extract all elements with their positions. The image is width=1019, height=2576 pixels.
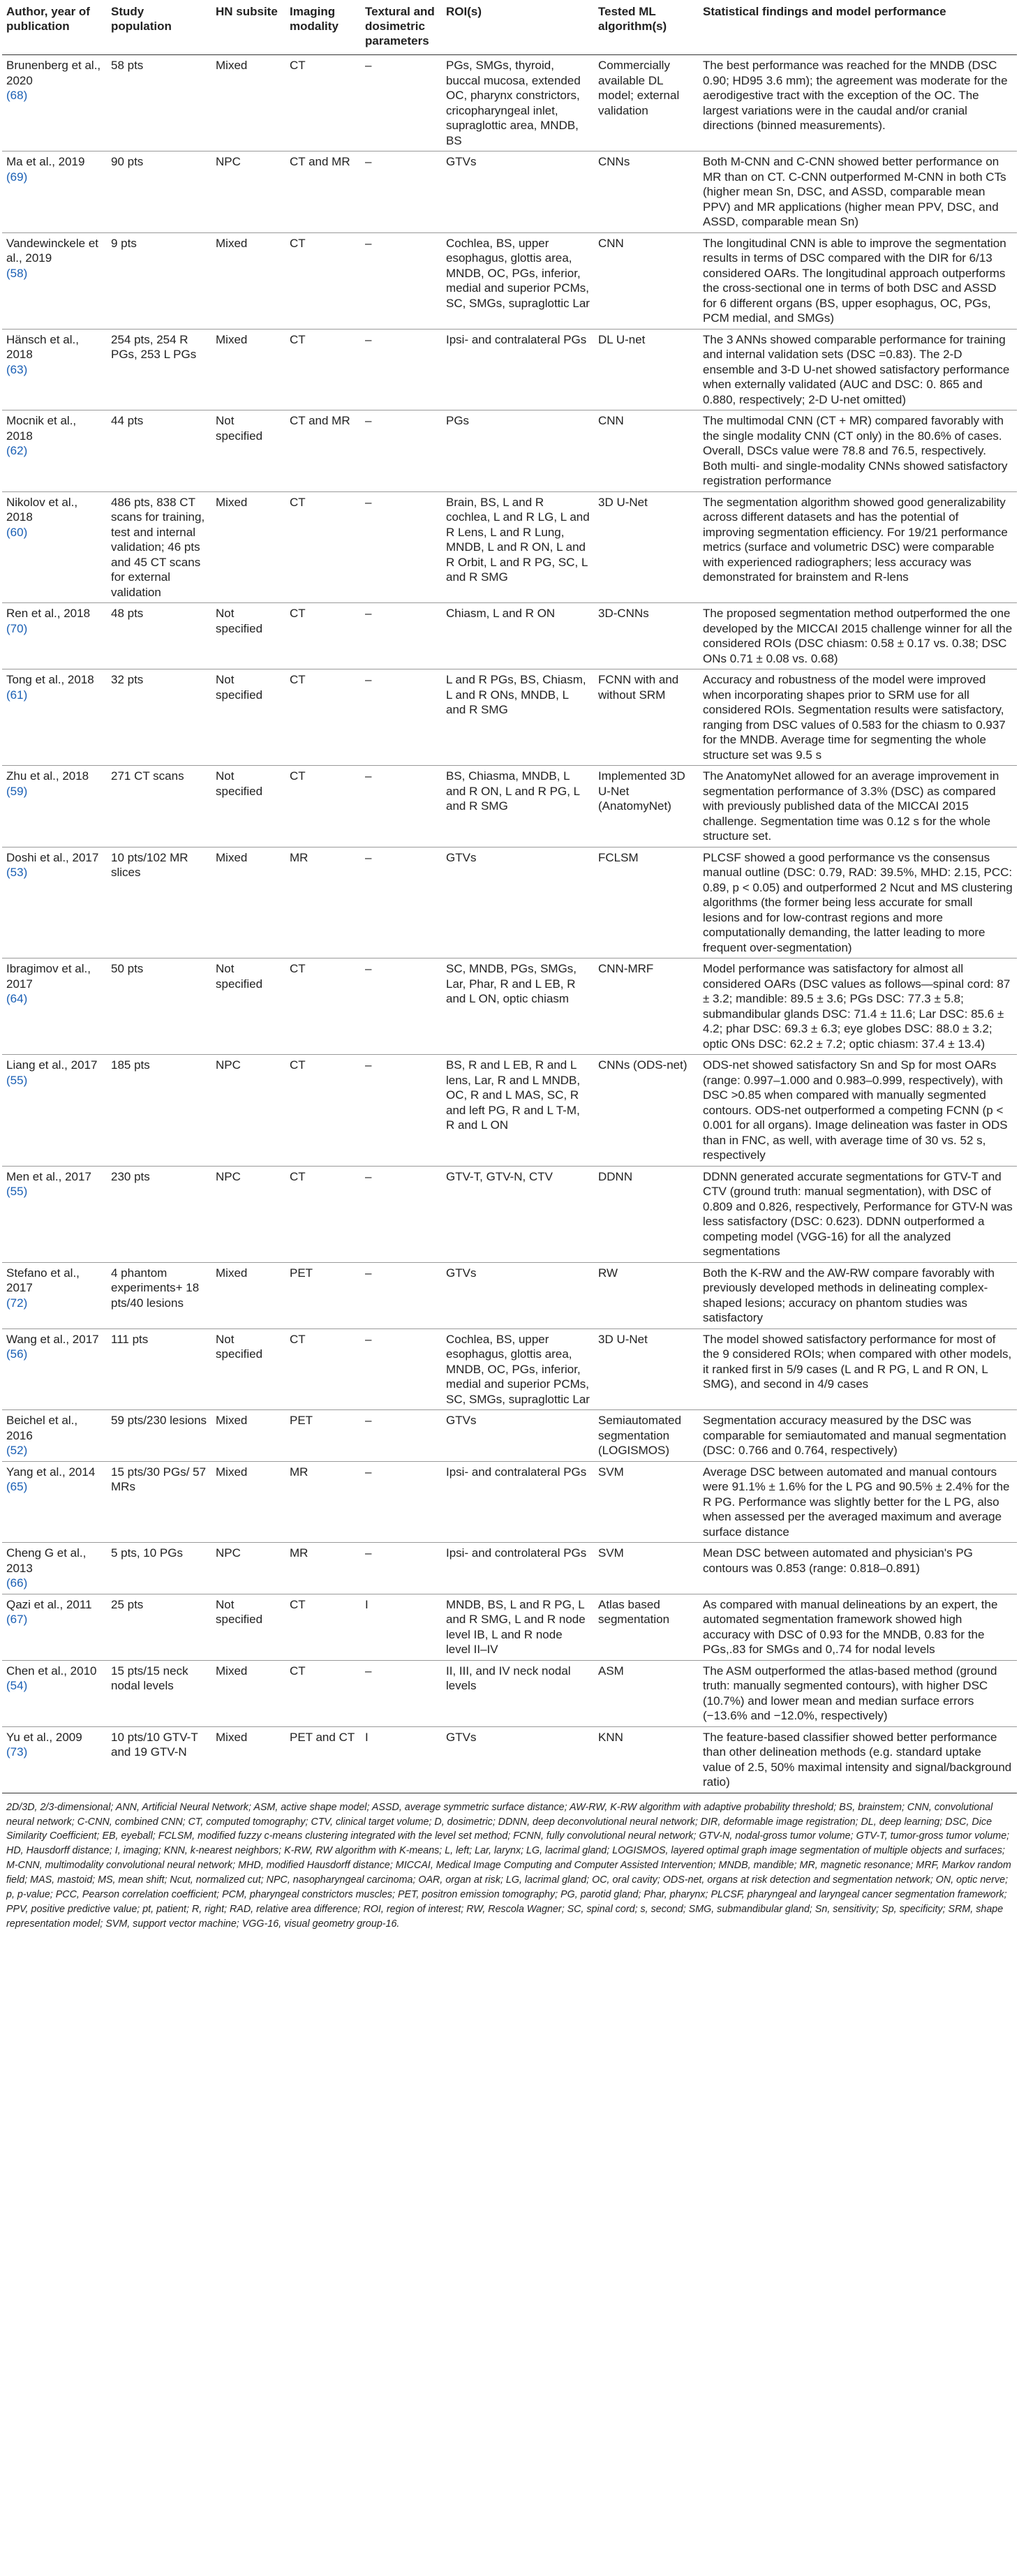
study-population-cell: 185 pts — [107, 1055, 211, 1167]
reference-link[interactable]: (69) — [6, 170, 28, 184]
author-name: Stefano et al., 2017 — [6, 1266, 80, 1295]
rois-cell: GTVs — [442, 151, 594, 233]
statistical-findings-cell: Segmentation accuracy measured by the DSC was comparable for semiautomated and manual segmentation (DSC: 0.766 and 0.764, respectively) — [699, 1410, 1017, 1462]
reference-link[interactable]: (55) — [6, 1073, 28, 1087]
author-cell — [2, 1262, 107, 1328]
hn-subsite-cell: Mixed — [211, 232, 285, 329]
reference-link[interactable]: (64) — [6, 992, 28, 1006]
textural-dosimetric-cell: – — [361, 1166, 442, 1262]
hn-subsite-cell: Not specified — [211, 669, 285, 766]
rois-cell: GTVs — [442, 1262, 594, 1328]
hn-subsite-cell: Mixed — [211, 1726, 285, 1793]
reference-link[interactable]: (63) — [6, 362, 28, 376]
rois-cell: II, III, and IV neck nodal levels — [442, 1660, 594, 1726]
author-cell — [2, 1543, 107, 1594]
table-row — [2, 491, 1017, 603]
author-cell — [2, 847, 107, 958]
ml-algorithm-cell: KNN — [594, 1726, 699, 1793]
statistical-findings-cell: The multimodal CNN (CT + MR) compared favorably with the single modality CNN (CT only) in the 80.6% of cases. Overall, DSCs value were 78.8 and 76.5, respectively. Both multi- and single-modality CNNs showed satisfactory registration performance — [699, 410, 1017, 492]
author-name: Chen et al., 2010 — [6, 1664, 97, 1678]
hn-subsite-cell: NPC — [211, 1543, 285, 1594]
header-author: Author, year of publication — [2, 0, 107, 55]
ml-algorithm-cell: CNNs — [594, 151, 699, 233]
textural-dosimetric-cell: – — [361, 847, 442, 958]
hn-subsite-cell: Not specified — [211, 1328, 285, 1410]
author-cell — [2, 1660, 107, 1726]
imaging-modality-cell: CT — [285, 1166, 361, 1262]
hn-subsite-cell: Not specified — [211, 603, 285, 669]
ml-algorithm-cell: 3D U-Net — [594, 1328, 699, 1410]
ml-algorithm-cell: CNN — [594, 232, 699, 329]
hn-subsite-cell: Mixed — [211, 1461, 285, 1543]
rois-cell: Ipsi- and contralateral PGs — [442, 1461, 594, 1543]
statistical-findings-cell: The best performance was reached for the MNDB (DSC 0.90; HD95 3.6 mm); the agreement was moderate for the aerodigestive tract with the exception of the OC. The largest variations were in the caudal and/or cranial directions (binned measurements). — [699, 55, 1017, 151]
textural-dosimetric-cell: – — [361, 410, 442, 492]
study-population-cell: 5 pts, 10 PGs — [107, 1543, 211, 1594]
author-cell — [2, 1461, 107, 1543]
imaging-modality-cell: CT — [285, 603, 361, 669]
author-cell — [2, 766, 107, 847]
statistical-findings-cell: Model performance was satisfactory for almost all considered OARs (DSC values as follows—spinal cord: 87 ± 3.2; mandible: 89.5 ± 3.6; PGs DSC: 77.3 ± 5.8; submandibular glands DSC: 71.4 ± 11.6; Lar DSC: 85.6 ± 4.2; phar DSC: 69.3 ± 6.3; eye globes DSC: 88.0 ± 3.2; optic ONs DSC: 62.2 ± 7.2; optic chiasm: 37.4 ± 13.4) — [699, 958, 1017, 1055]
study-population-cell: 50 pts — [107, 958, 211, 1055]
imaging-modality-cell: CT — [285, 329, 361, 410]
ml-algorithm-cell: Atlas based segmentation — [594, 1594, 699, 1660]
author-cell — [2, 1328, 107, 1410]
rois-cell: L and R PGs, BS, Chiasm, L and R ONs, MNDB, L and R SMG — [442, 669, 594, 766]
author-name: Liang et al., 2017 — [6, 1058, 98, 1072]
statistical-findings-cell: DDNN generated accurate segmentations for GTV-T and CTV (ground truth: manual segmentation), with DSC of 0.809 and 0.826, respectively, Performance for GTV-N was less satisfactory (DSC: 0.623). DDNN outperformed a competing model (VGG-16) for all the analyzed segmentations — [699, 1166, 1017, 1262]
textural-dosimetric-cell: – — [361, 1410, 442, 1462]
hn-subsite-cell: Not specified — [211, 410, 285, 492]
rois-cell: Ipsi- and contralateral PGs — [442, 329, 594, 410]
table-row — [2, 1660, 1017, 1726]
statistical-findings-cell: Average DSC between automated and manual contours were 91.1% ± 1.6% for the L PG and 90.5% ± 2.4% for the R PG. Performance was slightly better for the L PG, also when assessed per the averaged maximum and average surface distance — [699, 1461, 1017, 1543]
ml-algorithm-cell: Semiautomated segmentation (LOGISMOS) — [594, 1410, 699, 1462]
table-row — [2, 1594, 1017, 1660]
ml-algorithm-cell: DL U-net — [594, 329, 699, 410]
reference-link[interactable]: (70) — [6, 621, 28, 635]
table-row — [2, 1461, 1017, 1543]
hn-subsite-cell: Not specified — [211, 1594, 285, 1660]
table-row — [2, 1166, 1017, 1262]
author-cell — [2, 669, 107, 766]
statistical-findings-cell: The segmentation algorithm showed good generalizability across different datasets and has the potential of improving segmentation efficiency. For 19/21 performance metrics (surface and volumetric DSC) were comparable with experienced radiographers; less accuracy was demonstrated for brainstem and R-lens — [699, 491, 1017, 603]
textural-dosimetric-cell: – — [361, 329, 442, 410]
author-name: Wang et al., 2017 — [6, 1332, 99, 1346]
author-name: Yang et al., 2014 — [6, 1465, 96, 1479]
textural-dosimetric-cell: – — [361, 232, 442, 329]
imaging-modality-cell: PET and CT — [285, 1726, 361, 1793]
study-population-cell: 32 pts — [107, 669, 211, 766]
header-ml-algorithms: Tested ML algorithm(s) — [594, 0, 699, 55]
header-hn-subsite: HN subsite — [211, 0, 285, 55]
author-cell — [2, 232, 107, 329]
author-name: Hänsch et al., 2018 — [6, 332, 79, 362]
table-row — [2, 151, 1017, 233]
imaging-modality-cell: PET — [285, 1410, 361, 1462]
study-population-cell: 10 pts/102 MR slices — [107, 847, 211, 958]
imaging-modality-cell: MR — [285, 1543, 361, 1594]
reference-link[interactable]: (65) — [6, 1480, 28, 1494]
study-population-cell: 15 pts/15 neck nodal levels — [107, 1660, 211, 1726]
imaging-modality-cell: CT — [285, 55, 361, 151]
author-name: Mocnik et al., 2018 — [6, 414, 77, 443]
study-population-cell: 90 pts — [107, 151, 211, 233]
author-name: Qazi et al., 2011 — [6, 1597, 92, 1611]
rois-cell: Chiasm, L and R ON — [442, 603, 594, 669]
reference-link[interactable]: (54) — [6, 1679, 28, 1693]
author-name: Cheng G et al., 2013 — [6, 1546, 87, 1575]
table-row — [2, 603, 1017, 669]
imaging-modality-cell: PET — [285, 1262, 361, 1328]
statistical-findings-cell: The 3 ANNs showed comparable performance for training and internal validation sets (DSC =0.83). The 2-D ensemble and 3-D U-net showed satisfactory performance when externally validated (AUC and DSC: 0. 865 and 0.880, respectively; 2-D U-net omitted) — [699, 329, 1017, 410]
ml-algorithm-cell: Commercially available DL model; external validation — [594, 55, 699, 151]
table-row — [2, 1262, 1017, 1328]
rois-cell: BS, Chiasma, MNDB, L and R ON, L and R PG, L and R SMG — [442, 766, 594, 847]
author-cell — [2, 55, 107, 151]
statistical-findings-cell: ODS-net showed satisfactory Sn and Sp for most OARs (range: 0.997–1.000 and 0.983–0.999, respectively), with DSC >0.85 when compared with manually segmented contours. ODS-net outperformed a competing FCNN (p < 0.001 for all organs). Image delineation was faster in ODS than in FNC, as well, with average time of 30 vs. 52 s, respectively — [699, 1055, 1017, 1167]
reference-link[interactable]: (53) — [6, 866, 28, 880]
study-population-cell: 9 pts — [107, 232, 211, 329]
author-cell — [2, 151, 107, 233]
ml-algorithm-cell: Implemented 3D U-Net (AnatomyNet) — [594, 766, 699, 847]
study-population-cell: 25 pts — [107, 1594, 211, 1660]
study-population-cell: 486 pts, 838 CT scans for training, test and internal validation; 46 pts and 45 CT scans for external validation — [107, 491, 211, 603]
hn-subsite-cell: Not specified — [211, 766, 285, 847]
imaging-modality-cell: CT and MR — [285, 151, 361, 233]
rois-cell: GTV-T, GTV-N, CTV — [442, 1166, 594, 1262]
imaging-modality-cell: CT — [285, 232, 361, 329]
table-header-row — [2, 0, 1017, 55]
hn-subsite-cell: NPC — [211, 1055, 285, 1167]
author-cell — [2, 1594, 107, 1660]
statistical-findings-cell: The proposed segmentation method outperformed the one developed by the MICCAI 2015 challenge winner for all the considered ROIs (DSC chiasm: 0.58 ± 0.17 vs. 0.38; DSC ONs 0.71 ± 0.08 vs. 0.68) — [699, 603, 1017, 669]
author-name: Yu et al., 2009 — [6, 1730, 82, 1744]
study-population-cell: 10 pts/10 GTV-T and 19 GTV-N — [107, 1726, 211, 1793]
textural-dosimetric-cell: – — [361, 151, 442, 233]
reference-link[interactable]: (55) — [6, 1185, 28, 1199]
imaging-modality-cell: CT — [285, 669, 361, 766]
rois-cell: PGs, SMGs, thyroid, buccal mucosa, extended OC, pharynx constrictors, cricopharyngeal inlet, supraglottic area, MNDB, BS — [442, 55, 594, 151]
reference-link[interactable]: (72) — [6, 1296, 28, 1310]
table-row — [2, 1055, 1017, 1167]
author-cell — [2, 603, 107, 669]
reference-link[interactable]: (67) — [6, 1613, 28, 1627]
statistical-findings-cell: The ASM outperformed the atlas-based method (ground truth: manually segmented contours), with higher DSC (10.7%) and lower mean and median surface errors (−13.6% and −12.0%, respectively) — [699, 1660, 1017, 1726]
hn-subsite-cell: Mixed — [211, 329, 285, 410]
reference-link[interactable]: (61) — [6, 688, 28, 702]
table-body — [2, 55, 1017, 1793]
table-row — [2, 1328, 1017, 1410]
author-cell — [2, 1726, 107, 1793]
textural-dosimetric-cell: – — [361, 1055, 442, 1167]
table-row — [2, 1726, 1017, 1793]
statistical-findings-cell: The model showed satisfactory performance for most of the 9 considered ROIs; when compared with other models, it ranked first in 5/9 cases (L and R PG, L and R ON, L SMG), and second in 4/9 cases — [699, 1328, 1017, 1410]
textural-dosimetric-cell: – — [361, 1543, 442, 1594]
table-row — [2, 1410, 1017, 1462]
textural-dosimetric-cell: – — [361, 1660, 442, 1726]
ml-algorithm-cell: CNN-MRF — [594, 958, 699, 1055]
textural-dosimetric-cell: – — [361, 1461, 442, 1543]
study-population-cell: 254 pts, 254 R PGs, 253 L PGs — [107, 329, 211, 410]
study-population-cell: 230 pts — [107, 1166, 211, 1262]
study-population-cell: 44 pts — [107, 410, 211, 492]
author-name: Doshi et al., 2017 — [6, 850, 99, 864]
reference-link[interactable]: (60) — [6, 525, 28, 539]
header-textural-dosimetric: Textural and dosimetric parameters — [361, 0, 442, 55]
ml-algorithm-cell: SVM — [594, 1461, 699, 1543]
rois-cell: Ipsi- and controlateral PGs — [442, 1543, 594, 1594]
statistical-findings-cell: Both the K-RW and the AW-RW compare favorably with previously developed methods in delineating complex-shaped lesions; accuracy on phantom studies was satisfactory — [699, 1262, 1017, 1328]
statistical-findings-cell: The longitudinal CNN is able to improve the segmentation results in terms of DSC compared with the DIR for 6/13 considered OARs. The longitudinal approach outperforms the cross-sectional one in terms of both DSC and ASSD for 6 different organs (BS, upper esophagus, OC, PGs, PCM medial, and SMGs) — [699, 232, 1017, 329]
reference-link[interactable]: (73) — [6, 1745, 28, 1759]
imaging-modality-cell: CT — [285, 1594, 361, 1660]
ml-algorithm-cell: CNNs (ODS-net) — [594, 1055, 699, 1167]
textural-dosimetric-cell: – — [361, 958, 442, 1055]
rois-cell: SC, MNDB, PGs, SMGs, Lar, Phar, R and L EB, R and L ON, optic chiasm — [442, 958, 594, 1055]
study-population-cell: 58 pts — [107, 55, 211, 151]
hn-subsite-cell: Mixed — [211, 491, 285, 603]
statistical-findings-cell: The AnatomyNet allowed for an average improvement in segmentation performance of 3.3% (DSC) as compared with previously published data of the MICCAI 2015 challenge. Segmentation time was 0.12 s for the whole structure set. — [699, 766, 1017, 847]
hn-subsite-cell: Not specified — [211, 958, 285, 1055]
author-cell — [2, 329, 107, 410]
author-name: Nikolov et al., 2018 — [6, 495, 78, 524]
author-cell — [2, 1055, 107, 1167]
header-statistical-findings: Statistical findings and model performance — [699, 0, 1017, 55]
ml-algorithm-cell: SVM — [594, 1543, 699, 1594]
literature-review-table — [2, 0, 1017, 1793]
hn-subsite-cell: Mixed — [211, 847, 285, 958]
author-cell — [2, 958, 107, 1055]
imaging-modality-cell: CT — [285, 1055, 361, 1167]
rois-cell: GTVs — [442, 1726, 594, 1793]
imaging-modality-cell: CT — [285, 958, 361, 1055]
textural-dosimetric-cell: – — [361, 1262, 442, 1328]
statistical-findings-cell: Both M-CNN and C-CNN showed better performance on MR than on CT. C-CNN outperformed M-CNN in both CTs (higher mean Sn, DSC, and ASSD, comparable mean PPV) and MR applications (higher mean PPV, DSC, and ASSD, comparable mean Sn) — [699, 151, 1017, 233]
imaging-modality-cell: MR — [285, 847, 361, 958]
author-name: Beichel et al., 2016 — [6, 1414, 78, 1442]
textural-dosimetric-cell: – — [361, 766, 442, 847]
textural-dosimetric-cell: I — [361, 1726, 442, 1793]
statistical-findings-cell: Mean DSC between automated and physician's PG contours was 0.853 (range: 0.818–0.891) — [699, 1543, 1017, 1594]
table-row — [2, 958, 1017, 1055]
author-cell — [2, 491, 107, 603]
author-name: Ren et al., 2018 — [6, 607, 91, 621]
hn-subsite-cell: NPC — [211, 151, 285, 233]
header-study-population: Study population — [107, 0, 211, 55]
hn-subsite-cell: Mixed — [211, 55, 285, 151]
header-rois: ROI(s) — [442, 0, 594, 55]
imaging-modality-cell: CT — [285, 766, 361, 847]
reference-link[interactable]: (59) — [6, 784, 28, 798]
table-row — [2, 847, 1017, 958]
hn-subsite-cell: Mixed — [211, 1660, 285, 1726]
study-population-cell: 48 pts — [107, 603, 211, 669]
author-name: Ma et al., 2019 — [6, 155, 85, 169]
reference-link[interactable]: (58) — [6, 266, 28, 280]
rois-cell: Brain, BS, L and R cochlea, L and R LG, L and R Lens, L and R Lung, MNDB, L and R ON, L and R Orbit, L and R PG, SC, L and R SMG — [442, 491, 594, 603]
hn-subsite-cell: NPC — [211, 1166, 285, 1262]
rois-cell: GTVs — [442, 847, 594, 958]
textural-dosimetric-cell: – — [361, 603, 442, 669]
table-row — [2, 1543, 1017, 1594]
rois-cell: MNDB, BS, L and R PG, L and R SMG, L and R node level IB, L and R node level II–IV — [442, 1594, 594, 1660]
rois-cell: BS, R and L EB, R and L lens, Lar, R and L MNDB, OC, R and L MAS, SC, R and left PG, R and L T-M, R and L ON — [442, 1055, 594, 1167]
textural-dosimetric-cell: – — [361, 1328, 442, 1410]
study-population-cell: 59 pts/230 lesions — [107, 1410, 211, 1462]
hn-subsite-cell: Mixed — [211, 1262, 285, 1328]
author-name: Tong et al., 2018 — [6, 673, 94, 687]
reference-link[interactable]: (52) — [6, 1444, 28, 1458]
study-population-cell: 4 phantom experiments+ 18 pts/40 lesions — [107, 1262, 211, 1328]
study-population-cell: 271 CT scans — [107, 766, 211, 847]
rois-cell: PGs — [442, 410, 594, 492]
study-population-cell: 111 pts — [107, 1328, 211, 1410]
textural-dosimetric-cell: – — [361, 491, 442, 603]
statistical-findings-cell: As compared with manual delineations by an expert, the automated segmentation framework showed high accuracy with DSC of 0.93 for the MNDB, 0.83 for the PGs,.83 for SMGs and 0,.74 for nodal levels — [699, 1594, 1017, 1660]
abbreviations-footnote: 2D/3D, 2/3-dimensional; ANN, Artificial Neural Network; ASM, active shape model; ASSD, average symmetric surface distance; AW-RW, K-RW algorithm with adaptive probability threshold; BS, brainstem; CNN, convolutional neural network; C-CNN, combined CNN; CT, computed tomography; CTV, clinical target volume; D, dosimetric; DDNN, deep deconvolutional neural network; DIR, deformable image registration; DL, deep learning; DSC, Dice Similarity Coefficient; EB, eyeball; FCLSM, modified fuzzy c-means clustering integrated with the level set method; FCNN, fully convolutional neural network; GTV-N, nodal-gross tumor volume; GTV-T, tumor-gross tumor volume; HD, Hausdorff distance; I, imaging; KNN, k-nearest neighbors; K-RW, RW algorithm with K-means; L, left; Lar, larynx; LG, lacrimal gland; LOGISMOS, layered optimal graph image segmentation of multiple objects and surfaces; M-CNN, multimodality convolutional neural network; MHD, modified Hausdorff distance; MICCAI, Medical Image Computing and Computer Assisted Intervention; MNDB, mandible; MR, magnetic resonance; MRF, Markov random field; MAS, mastoid; MS, mean shift; Ncut, normalized cut; NPC, nasopharyngeal carcinoma; OAR, organ at risk; LG, lacrimal gland; OC, oral cavity; ODS-net, organs at risk detection and segmentation network; ON, optic nerve; p, p-value; PCC, Pearson correlation coefficient; PCM, pharyngeal constrictors muscles; PET, positron emission tomography; PG, parotid gland; Phar, pharynx; PLCSF, pharyngeal and laryngeal cancer segmentation framework; PPV, positive predictive value; pt, patient; R, right; RAD, relative area difference; ROI, region of interest; RW, Rescola Wagner; SC, spinal cord; s, second; SMG, submandibular gland; Sn, sensitivity; Sp, specificity; SRM, shape representation model; SVM, support vector machine; VGG-16, visual geometry group-16. — [6, 1801, 1011, 1930]
author-name: Men et al., 2017 — [6, 1169, 91, 1183]
ml-algorithm-cell: FCLSM — [594, 847, 699, 958]
textural-dosimetric-cell: I — [361, 1594, 442, 1660]
table-row — [2, 410, 1017, 492]
author-cell — [2, 1410, 107, 1462]
author-name: Ibragimov et al., 2017 — [6, 962, 91, 991]
author-name: Zhu et al., 2018 — [6, 769, 89, 783]
imaging-modality-cell: MR — [285, 1461, 361, 1543]
hn-subsite-cell: Mixed — [211, 1410, 285, 1462]
statistical-findings-cell: Accuracy and robustness of the model were improved when incorporating shapes prior to SRM use for all considered ROIs. Segmentation results were satisfactory, ranging from DSC values of 0.583 for the chiasm to 0.937 for the MNDB. Average time for segmenting the whole structure set was 9.5 s — [699, 669, 1017, 766]
rois-cell: Cochlea, BS, upper esophagus, glottis area, MNDB, OC, PGs, inferior, medial and superior PCMs, SC, SMGs, supraglottic Lar — [442, 232, 594, 329]
table-row — [2, 329, 1017, 410]
statistical-findings-cell: The feature-based classifier showed better performance than other delineation methods (e.g. standard uptake value of 2.5, 50% maximal intensity and signal/background ratio) — [699, 1726, 1017, 1793]
textural-dosimetric-cell: – — [361, 669, 442, 766]
study-population-cell: 15 pts/30 PGs/ 57 MRs — [107, 1461, 211, 1543]
author-cell — [2, 410, 107, 492]
rois-cell: Cochlea, BS, upper esophagus, glottis area, MNDB, OC, PGs, inferior, medial and superior PCMs, SC, SMGs, supraglottic Lar — [442, 1328, 594, 1410]
table-row — [2, 232, 1017, 329]
ml-algorithm-cell: RW — [594, 1262, 699, 1328]
author-name: Brunenberg et al., 2020 — [6, 59, 101, 87]
author-cell — [2, 1166, 107, 1262]
ml-algorithm-cell: 3D-CNNs — [594, 603, 699, 669]
rois-cell: GTVs — [442, 1410, 594, 1462]
table-row — [2, 669, 1017, 766]
ml-algorithm-cell: ASM — [594, 1660, 699, 1726]
imaging-modality-cell: CT — [285, 1328, 361, 1410]
table-row — [2, 766, 1017, 847]
ml-algorithm-cell: CNN — [594, 410, 699, 492]
header-imaging-modality: Imaging modality — [285, 0, 361, 55]
ml-algorithm-cell: DDNN — [594, 1166, 699, 1262]
imaging-modality-cell: CT — [285, 491, 361, 603]
textural-dosimetric-cell: – — [361, 55, 442, 151]
reference-link[interactable]: (62) — [6, 444, 28, 458]
imaging-modality-cell: CT and MR — [285, 410, 361, 492]
reference-link[interactable]: (66) — [6, 1576, 28, 1590]
ml-algorithm-cell: FCNN with and without SRM — [594, 669, 699, 766]
reference-link[interactable]: (68) — [6, 89, 28, 103]
imaging-modality-cell: CT — [285, 1660, 361, 1726]
table-row — [2, 55, 1017, 151]
author-name: Vandewinckele et al., 2019 — [6, 236, 98, 265]
ml-algorithm-cell: 3D U-Net — [594, 491, 699, 603]
statistical-findings-cell: PLCSF showed a good performance vs the consensus manual outline (DSC: 0.79, RAD: 39.5%, MHD: 2.15, PCC: 0.89, p < 0.05) and outperformed 2 Ncut and MS clustering algorithms (the former being less accurate for small lesions and for low-contrast regions and more computationally demanding, the latter leading to more frequent over-segmentation) — [699, 847, 1017, 958]
reference-link[interactable]: (56) — [6, 1347, 28, 1361]
